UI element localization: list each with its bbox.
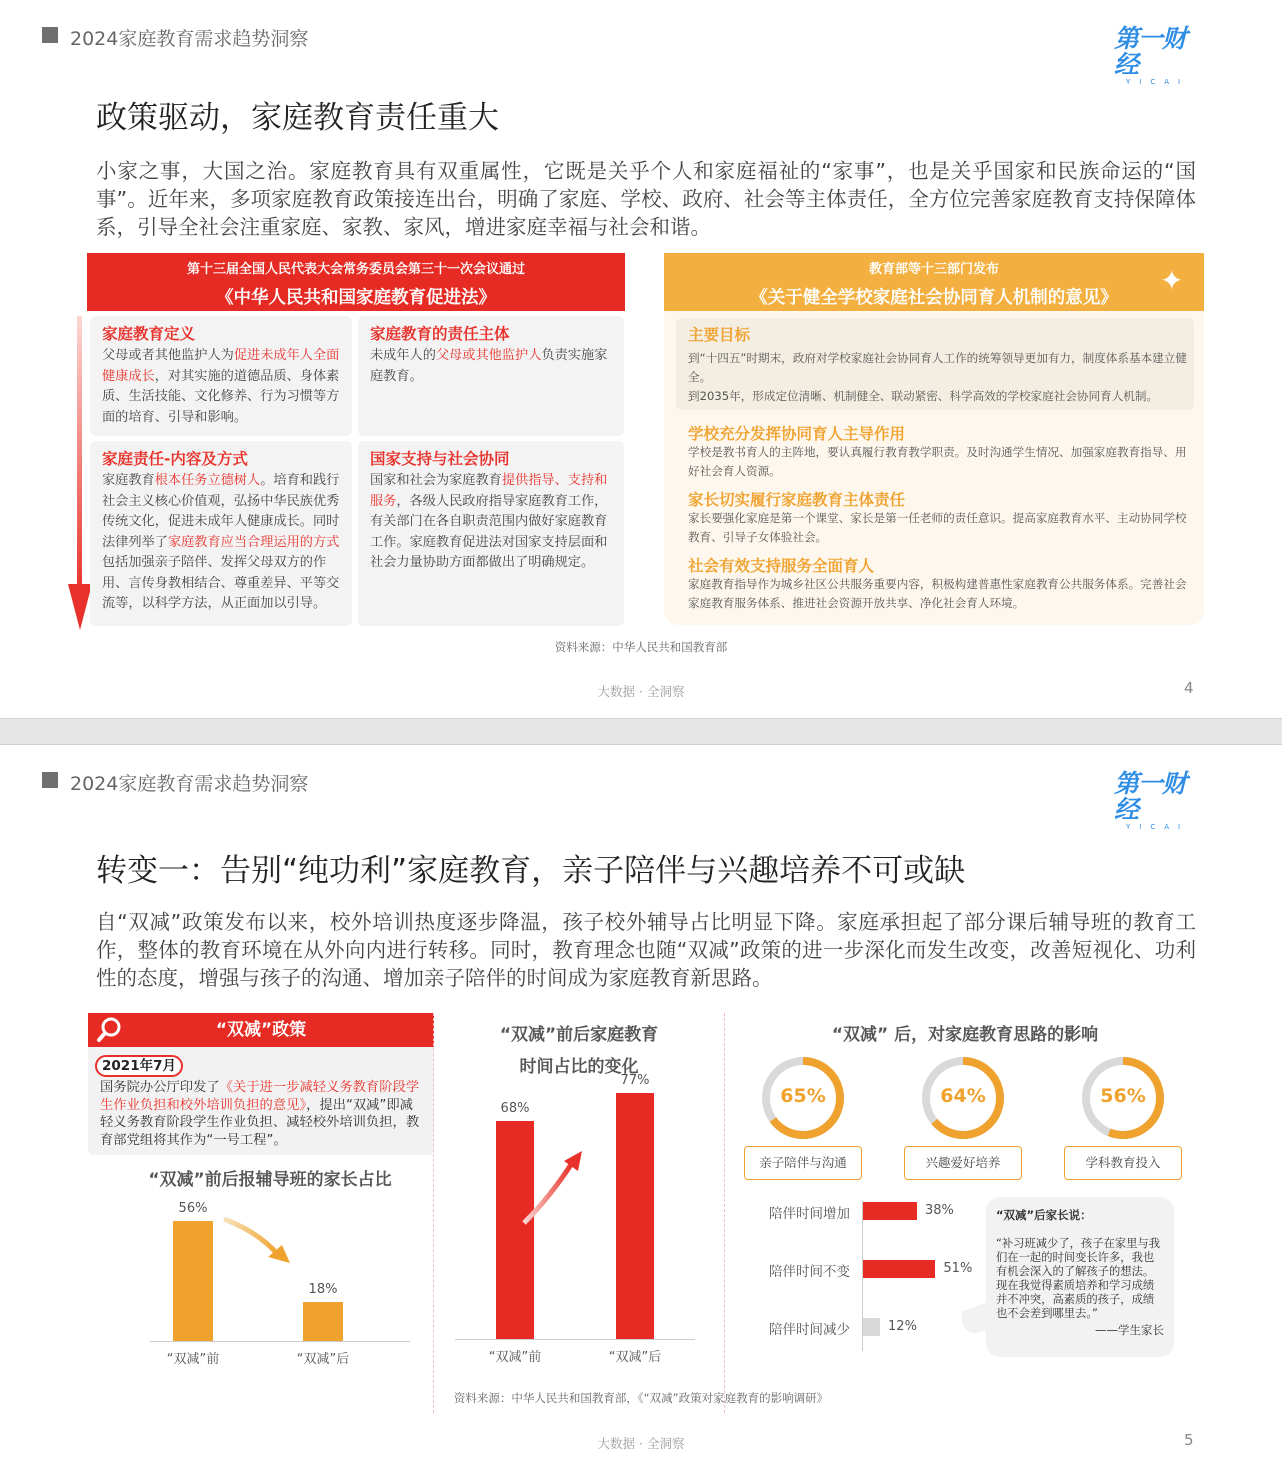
logo-text: 第一财经 — [1114, 769, 1187, 824]
bar-value-label: 18% — [308, 1282, 338, 1298]
quote-text: “补习班减少了，孩子在家里与我们在一起的时间变长许多，我也有机会深入的了解孩子的想法。现在我觉得素质培养和学习成绩并不冲突，高素质的孩子，成绩也不会差到哪里去。” — [996, 1237, 1161, 1320]
parent-quote — [986, 1197, 1174, 1357]
bar-category-label: “双减”后 — [296, 1352, 350, 1367]
logo-subtext: YICAI — [1126, 823, 1190, 831]
source-note: 资料来源：中华人民共和国教育部，《“双减”政策对家庭教育的影响调研》 — [453, 1391, 829, 1405]
cell-heading: 家庭责任-内容及方式 — [102, 450, 248, 468]
hbar-value-label: 12% — [888, 1319, 917, 1334]
bar-category-label: “双减”前 — [166, 1352, 220, 1367]
cell-heading: 家庭教育的责任主体 — [370, 325, 510, 343]
quote-heading: “双减”后家长说： — [996, 1208, 1092, 1222]
policy-heading: “双减”政策 — [215, 1020, 307, 1040]
bar-value-label: 77% — [620, 1072, 650, 1088]
chart2-title-line1: “双减”前后家庭教育 — [499, 1025, 659, 1045]
cell-text: 父母或者其他监护人为促进未成年人全面健康成长，对其实施的道德品质、身体素质、生活技能、文化修养、行为习惯等方面的培育、引导和影响。 — [102, 348, 340, 425]
cell-text: 未成年人的父母或其他监护人负责实施家庭教育。 — [370, 348, 608, 384]
logo-text: 第一财经 — [1114, 24, 1187, 79]
edu-subtitle: 教育部等十三部门发布 — [868, 262, 999, 277]
timeline-arrow — [77, 316, 82, 596]
hbar-1 — [863, 1260, 935, 1278]
page-title: 转变一：告别“纯功利”家庭教育，亲子陪伴与兴趣培养不可或缺 — [96, 853, 966, 889]
chart3-title: “双减” 后，对家庭教育思路的影响 — [831, 1025, 1099, 1045]
trend-up-arrow-icon — [520, 1147, 590, 1227]
edu-section-heading: 社会有效支持服务全面育人 — [688, 557, 875, 575]
page-title: 政策驱动，家庭教育责任重大 — [96, 100, 499, 136]
column-divider — [724, 1013, 725, 1413]
ring-value-label: 65% — [780, 1085, 826, 1107]
hbar-value-label: 51% — [943, 1261, 973, 1276]
law-cell-definition — [90, 316, 352, 436]
page-number: 5 — [1184, 1431, 1194, 1449]
edu-section-text: 家庭教育指导作为城乡社区公共服务重要内容，积极构建普惠性家庭教育公共服务体系。完善社会家庭教育服务体系、推进社会资源开放共享、净化社会育人环境。 — [688, 577, 1187, 610]
goal-line-2: 到2035年，形成定位清晰、机制健全、联动紧密、科学高效的学校家庭社会协同育人机制。 — [688, 389, 1159, 403]
hbar-value-label: 38% — [924, 1203, 954, 1218]
policy-text: 国务院办公厅印发了《关于进一步减轻义务教育阶段学生作业负担和校外培训负担的意见》，提出“双减”即减轻义务教育阶段学生作业负担、减轻校外培训负担，教育部党组将其作为“一号工程”。 — [100, 1080, 420, 1148]
yicai-logo — [1114, 769, 1206, 831]
ring-value-label: 64% — [940, 1085, 986, 1107]
page-4 — [0, 0, 1282, 718]
arrow-down-icon — [68, 584, 92, 630]
law-cell-family-duty — [90, 441, 352, 626]
hbar-category-label: 陪伴时间增加 — [769, 1206, 850, 1222]
hbar-2 — [863, 1318, 880, 1336]
policy-date: 2021年7月 — [95, 1055, 183, 1077]
policy-banner — [88, 1013, 434, 1047]
edu-name: 《关于健全学校家庭社会协同育人机制的意见》 — [750, 288, 1118, 308]
hbar-category-label: 陪伴时间减少 — [769, 1322, 850, 1338]
ring-category-label: 亲子陪伴与沟通 — [744, 1146, 862, 1180]
column-divider — [433, 1013, 434, 1413]
page-5 — [0, 745, 1282, 1463]
edu-section-heading: 学校充分发挥协同育人主导作用 — [688, 425, 906, 443]
search-icon — [96, 1016, 122, 1044]
footer-tagline: 大数据 · 全洞察 — [597, 684, 685, 699]
cell-text: 国家和社会为家庭教育提供指导、支持和服务，各级人民政府指导家庭教育工作，有关部门在各自职责范围内做好家庭教育工作。家庭教育促进法对国家支持层面和社会力量协助方面都做出了明确规定。 — [370, 473, 608, 570]
law-subtitle: 第十三届全国人民代表大会常务委员会第三十一次会议通过 — [186, 262, 525, 277]
bar-1 — [303, 1302, 343, 1341]
yicai-logo — [1114, 24, 1206, 86]
edu-section-text: 学校是教书育人的主阵地，要认真履行教育教学职责。及时沟通学生情况、加强家庭教育指导、用好社会育人资源。 — [688, 445, 1187, 478]
law-banner — [87, 253, 625, 311]
sparkle-icon: ✦ — [1160, 264, 1184, 297]
law-name: 《中华人民共和国家庭教育促进法》 — [216, 288, 496, 308]
ring-category-label: 兴趣爱好培养 — [904, 1146, 1022, 1180]
report-title: 2024家庭教育需求趋势洞察 — [70, 28, 309, 50]
chart1-title: “双减”前后报辅导班的家长占比 — [148, 1170, 392, 1190]
quote-author: ——学生家长 — [1095, 1323, 1164, 1337]
report-title: 2024家庭教育需求趋势洞察 — [70, 773, 309, 795]
hbar-category-label: 陪伴时间不变 — [769, 1264, 850, 1280]
cell-heading: 家庭教育定义 — [102, 325, 196, 343]
chart-baseline — [150, 1341, 410, 1342]
logo-subtext: YICAI — [1126, 78, 1190, 86]
bar-0 — [173, 1221, 213, 1341]
bar-category-label: “双减”后 — [608, 1350, 662, 1365]
goal-line-1: 到“十四五”时期末，政府对学校家庭社会协同育人工作的统筹领导更加有力，制度体系基本建立健全。 — [688, 351, 1187, 384]
ring-category-label: 学科教育投入 — [1064, 1146, 1182, 1180]
edu-section-text: 家长要强化家庭是第一个课堂、家长是第一任老师的责任意识。提高家庭教育水平、主动协同学校教育、引导子女体验社会。 — [688, 511, 1187, 544]
edu-section-heading: 家长切实履行家庭教育主体责任 — [688, 491, 906, 509]
page-separator — [0, 718, 1282, 745]
bar-1 — [616, 1093, 654, 1339]
trend-down-arrow-icon — [220, 1213, 300, 1269]
law-cell-state-support — [358, 441, 624, 626]
chart2-title-line2: 时间占比的变化 — [519, 1057, 639, 1077]
source-note: 资料来源：中华人民共和国教育部 — [554, 640, 728, 654]
bar-value-label: 56% — [178, 1200, 208, 1216]
intro-paragraph: 自“双减”政策发布以来，校外培训热度逐步降温，孩子校外辅导占比明显下降。家庭承担起了部分课后辅导班的教育工作，整体的教育环境在从外向内进行转移。同时，教育理念也随“双减”政策的进一步深化而发生改变，改善短视化、功利性的态度，增强与孩子的沟通、增加亲子陪伴的时间成为家庭教育新思路。 — [96, 910, 1196, 990]
header-square-icon — [42, 27, 58, 43]
page-number: 4 — [1184, 679, 1194, 697]
intro-paragraph: 小家之事，大国之治。家庭教育具有双重属性，它既是关乎个人和家庭福祉的“家事”，也是关乎国家和民族命运的“国事”。近年来，多项家庭教育政策接连出台，明确了家庭、学校、政府、社会等主体责任，全方位完善家庭教育支持保障体系，引导全社会注重家庭、家教、家风，增进家庭幸福与社会和谐。 — [96, 159, 1196, 239]
bar-value-label: 68% — [500, 1101, 530, 1117]
hbar-0 — [863, 1202, 917, 1220]
chart-baseline — [455, 1339, 695, 1340]
cell-heading: 国家支持与社会协同 — [370, 450, 510, 468]
footer-tagline: 大数据 · 全洞察 — [597, 1436, 685, 1451]
ring-value-label: 56% — [1100, 1085, 1146, 1107]
cell-text: 家庭教育根本任务立德树人。培育和践行社会主义核心价值观，弘扬中华民族优秀传统文化，促进未成年人健康成长。同时法律列举了家庭教育应当合理运用的方式包括加强亲子陪伴、发挥父母双方的作用、言传身教相结合、尊重差异、平等交流等，以科学方法，从正面加以引导。 — [102, 473, 340, 611]
bar-category-label: “双减”前 — [488, 1350, 542, 1365]
header-square-icon — [42, 772, 58, 788]
law-cell-responsibility — [358, 316, 624, 436]
goal-heading: 主要目标 — [688, 326, 751, 344]
edu-banner — [664, 253, 1204, 311]
